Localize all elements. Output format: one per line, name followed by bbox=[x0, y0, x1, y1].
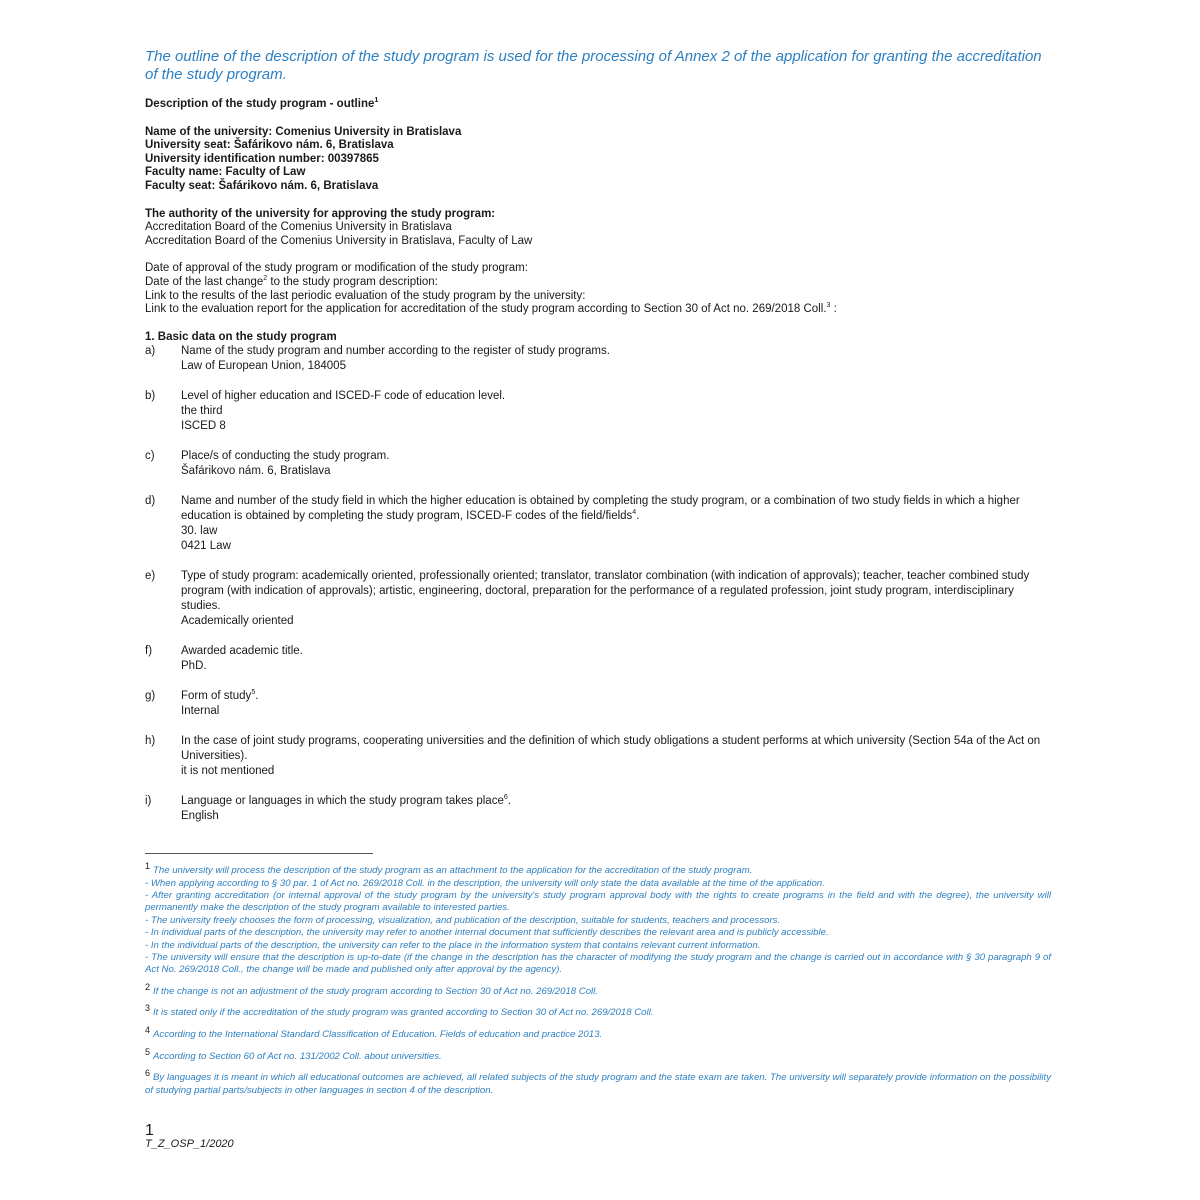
authority-line-1: Accreditation Board of the Comenius University in Bratislava bbox=[145, 221, 452, 234]
footnote-text: If the change is not an adjustment of the study program according to Section 30 of Act no. 269/2018 Coll. bbox=[153, 986, 598, 998]
item-c bbox=[145, 449, 1055, 479]
item-label: c) bbox=[145, 450, 155, 463]
outline-title-text: Description of the study program - outline bbox=[145, 98, 375, 110]
item-question-text: Form of study bbox=[181, 690, 252, 703]
footnote-text: It is stated only if the accreditation of the study program was granted according to Section 30 of Act no. 269/2018 Coll. bbox=[153, 1007, 654, 1019]
item-answer: Law of European Union, 184005 bbox=[181, 360, 346, 373]
item-b bbox=[145, 389, 1055, 434]
last-change-label-end: to the study program description: bbox=[267, 275, 438, 288]
footnote-ref-4[interactable]: 4 bbox=[632, 509, 637, 517]
item-question-text: Name and number of the study field in which the higher education is obtained by completing the study program, or a combination of two study fields in which a higher education is obtained by completing the study program, ISCED-F codes of the field/fields bbox=[181, 495, 1020, 523]
footnote-line: - The university will ensure that the description is up-to-date (if the change in the description has the character of modifying the study program and the change is carried out in accordance with § 30 paragraph 9 of Act No. 269/2018 Coll., the change will be made and published only after approval by the agency). bbox=[145, 952, 1051, 976]
footnote-ref-6[interactable]: 6 bbox=[503, 794, 508, 802]
item-question: Name of the study program and number according to the register of study programs. bbox=[181, 345, 610, 358]
footnote-number: 3 bbox=[145, 1003, 151, 1014]
outline-title bbox=[145, 98, 1055, 112]
item-label: g) bbox=[145, 690, 156, 703]
university-id: University identification number: 00397865 bbox=[145, 152, 379, 165]
item-question: In the case of joint study programs, cooperating universities and the definition of which study obligations a student performs at which university (Section 54a of the Act on Universities). bbox=[181, 735, 1041, 763]
item-i bbox=[145, 794, 1055, 824]
footnote-line: - The university freely chooses the form of processing, visualization, and publication of the description, suitable for students, teachers and processors. bbox=[145, 914, 781, 926]
item-question: Place/s of conducting the study program. bbox=[181, 450, 390, 463]
footnote-line: - When applying according to § 30 par. 1 of Act no. 269/2018 Coll. in the description, the university will only state the data available at the time of the application. bbox=[145, 877, 825, 889]
footnote-text: According to Section 60 of Act no. 131/2002 Coll. about universities. bbox=[153, 1050, 442, 1062]
last-change-date bbox=[145, 276, 1055, 290]
footnote-number: 5 bbox=[145, 1046, 151, 1057]
item-label: d) bbox=[145, 495, 156, 508]
footnote-number: 6 bbox=[145, 1068, 151, 1079]
item-question bbox=[181, 494, 1055, 524]
item-g bbox=[145, 689, 1055, 719]
footnote-5 bbox=[145, 1046, 1051, 1064]
footnote-number: 4 bbox=[145, 1025, 151, 1036]
footnote-line: - After granting accreditation (or internal approval of the study program by the university's study program approval body with the rights to create programs in the field and with the degree), the university will permanently make the description of the study program available to interested parties. bbox=[145, 890, 1051, 914]
footnote-divider bbox=[145, 853, 373, 854]
footnote-number: 2 bbox=[145, 981, 151, 992]
item-question-end: . bbox=[507, 795, 511, 808]
university-seat: University seat: Šafárikovo nám. 6, Bratislava bbox=[145, 139, 394, 152]
item-a bbox=[145, 344, 1055, 374]
footnote-4 bbox=[145, 1024, 1051, 1042]
item-e bbox=[145, 569, 1055, 629]
evaluation-report-label: Link to the evaluation report for the application for accreditation of the study program according to Section 30 of Act no. 269/2018 Coll. bbox=[145, 303, 827, 316]
item-answer: it is not mentioned bbox=[181, 765, 275, 778]
footnote-text: According to the International Standard Classification of Education. Fields of education and practice 2013. bbox=[153, 1029, 603, 1041]
periodic-evaluation-link: Link to the results of the last periodic evaluation of the study program by the university: bbox=[145, 289, 586, 302]
intro-text: The outline of the description of the study program is used for the processing of Annex 2 of the application for granting the accreditation of the study program. bbox=[145, 48, 1042, 83]
item-answer: Internal bbox=[181, 705, 220, 718]
item-question-end: . bbox=[255, 690, 259, 703]
footnote-line: - In the individual parts of the description, the university can refer to the place in the information system that contains relevant current information. bbox=[145, 939, 761, 951]
university-name: Name of the university: Comenius University in Bratislava bbox=[145, 125, 462, 138]
item-answer: the third bbox=[181, 405, 223, 418]
item-question: Level of higher education and ISCED-F code of education level. bbox=[181, 390, 506, 403]
footnote-ref-5[interactable]: 5 bbox=[251, 689, 256, 697]
item-h bbox=[145, 734, 1055, 779]
footnote-ref-3[interactable]: 3 bbox=[826, 302, 831, 310]
last-change-label: Date of the last change bbox=[145, 275, 264, 288]
item-label: b) bbox=[145, 390, 156, 403]
item-question-text: Language or languages in which the study program takes place bbox=[181, 795, 504, 808]
footnote-line: - In individual parts of the description, the university may refer to another internal document that sufficiently describes the relevant area and is publicly accessible. bbox=[145, 927, 829, 939]
approval-authority bbox=[145, 208, 1055, 249]
item-answer: English bbox=[181, 810, 219, 823]
item-answer: PhD. bbox=[181, 660, 207, 673]
faculty-seat: Faculty seat: Šafárikovo nám. 6, Bratislava bbox=[145, 179, 379, 192]
footnote-ref-1[interactable]: 1 bbox=[374, 97, 379, 105]
item-label: h) bbox=[145, 735, 156, 748]
footnote-3 bbox=[145, 1002, 1051, 1020]
university-info bbox=[145, 126, 1055, 194]
footnote-number: 1 bbox=[145, 861, 151, 871]
page-number: 1 bbox=[145, 1122, 154, 1139]
item-answer: 0421 Law bbox=[181, 540, 231, 553]
dates-links bbox=[145, 262, 1055, 316]
item-answer: Academically oriented bbox=[181, 615, 294, 628]
item-label: e) bbox=[145, 570, 156, 583]
evaluation-report-link bbox=[145, 303, 1055, 317]
item-answer: ISCED 8 bbox=[181, 420, 226, 433]
item-question-end: . bbox=[636, 510, 640, 523]
evaluation-report-end: : bbox=[830, 303, 837, 316]
footnote-line: The university will process the description of the study program as an attachment to the application for the accreditation of the study program. bbox=[153, 865, 753, 877]
item-label: f) bbox=[145, 645, 153, 658]
item-answer: 30. law bbox=[181, 525, 218, 538]
footnote-text: By languages it is meant in which all educational outcomes are achieved, all related subjects of the study program and the state exam are taken. The university will separately provide information on the possibility of studying partial parts/subjects in other languages in section 4 of the description. bbox=[145, 1072, 1051, 1096]
item-question: Awarded academic title. bbox=[181, 645, 303, 658]
basic-data-title: 1. Basic data on the study program bbox=[145, 330, 337, 343]
approval-date: Date of approval of the study program or modification of the study program: bbox=[145, 262, 528, 275]
footnote-1 bbox=[145, 860, 1051, 977]
item-f bbox=[145, 644, 1055, 674]
document-code: T_Z_OSP_1/2020 bbox=[145, 1138, 234, 1150]
item-label: a) bbox=[145, 345, 156, 358]
item-question bbox=[181, 689, 1055, 704]
document-page bbox=[145, 48, 1055, 839]
item-question bbox=[181, 794, 1055, 809]
footnote-6 bbox=[145, 1067, 1051, 1097]
authority-title: The authority of the university for approving the study program: bbox=[145, 207, 496, 220]
faculty-name: Faculty name: Faculty of Law bbox=[145, 166, 306, 179]
footnotes bbox=[145, 860, 1051, 1101]
item-d bbox=[145, 494, 1055, 554]
authority-line-2: Accreditation Board of the Comenius University in Bratislava, Faculty of Law bbox=[145, 234, 533, 247]
footnote-2 bbox=[145, 981, 1051, 999]
footnote-ref-2[interactable]: 2 bbox=[263, 275, 268, 283]
item-question: Type of study program: academically oriented, professionally oriented; translator, translator combination (with indication of approvals); teacher, teacher combined study program (with indication of approvals); artistic, engineering, doctoral, preparation for the performance of a regulated profession, joint study program, interdisciplinary studies. bbox=[181, 570, 1030, 613]
item-label: i) bbox=[145, 795, 152, 808]
item-answer: Šafárikovo nám. 6, Bratislava bbox=[181, 465, 331, 478]
